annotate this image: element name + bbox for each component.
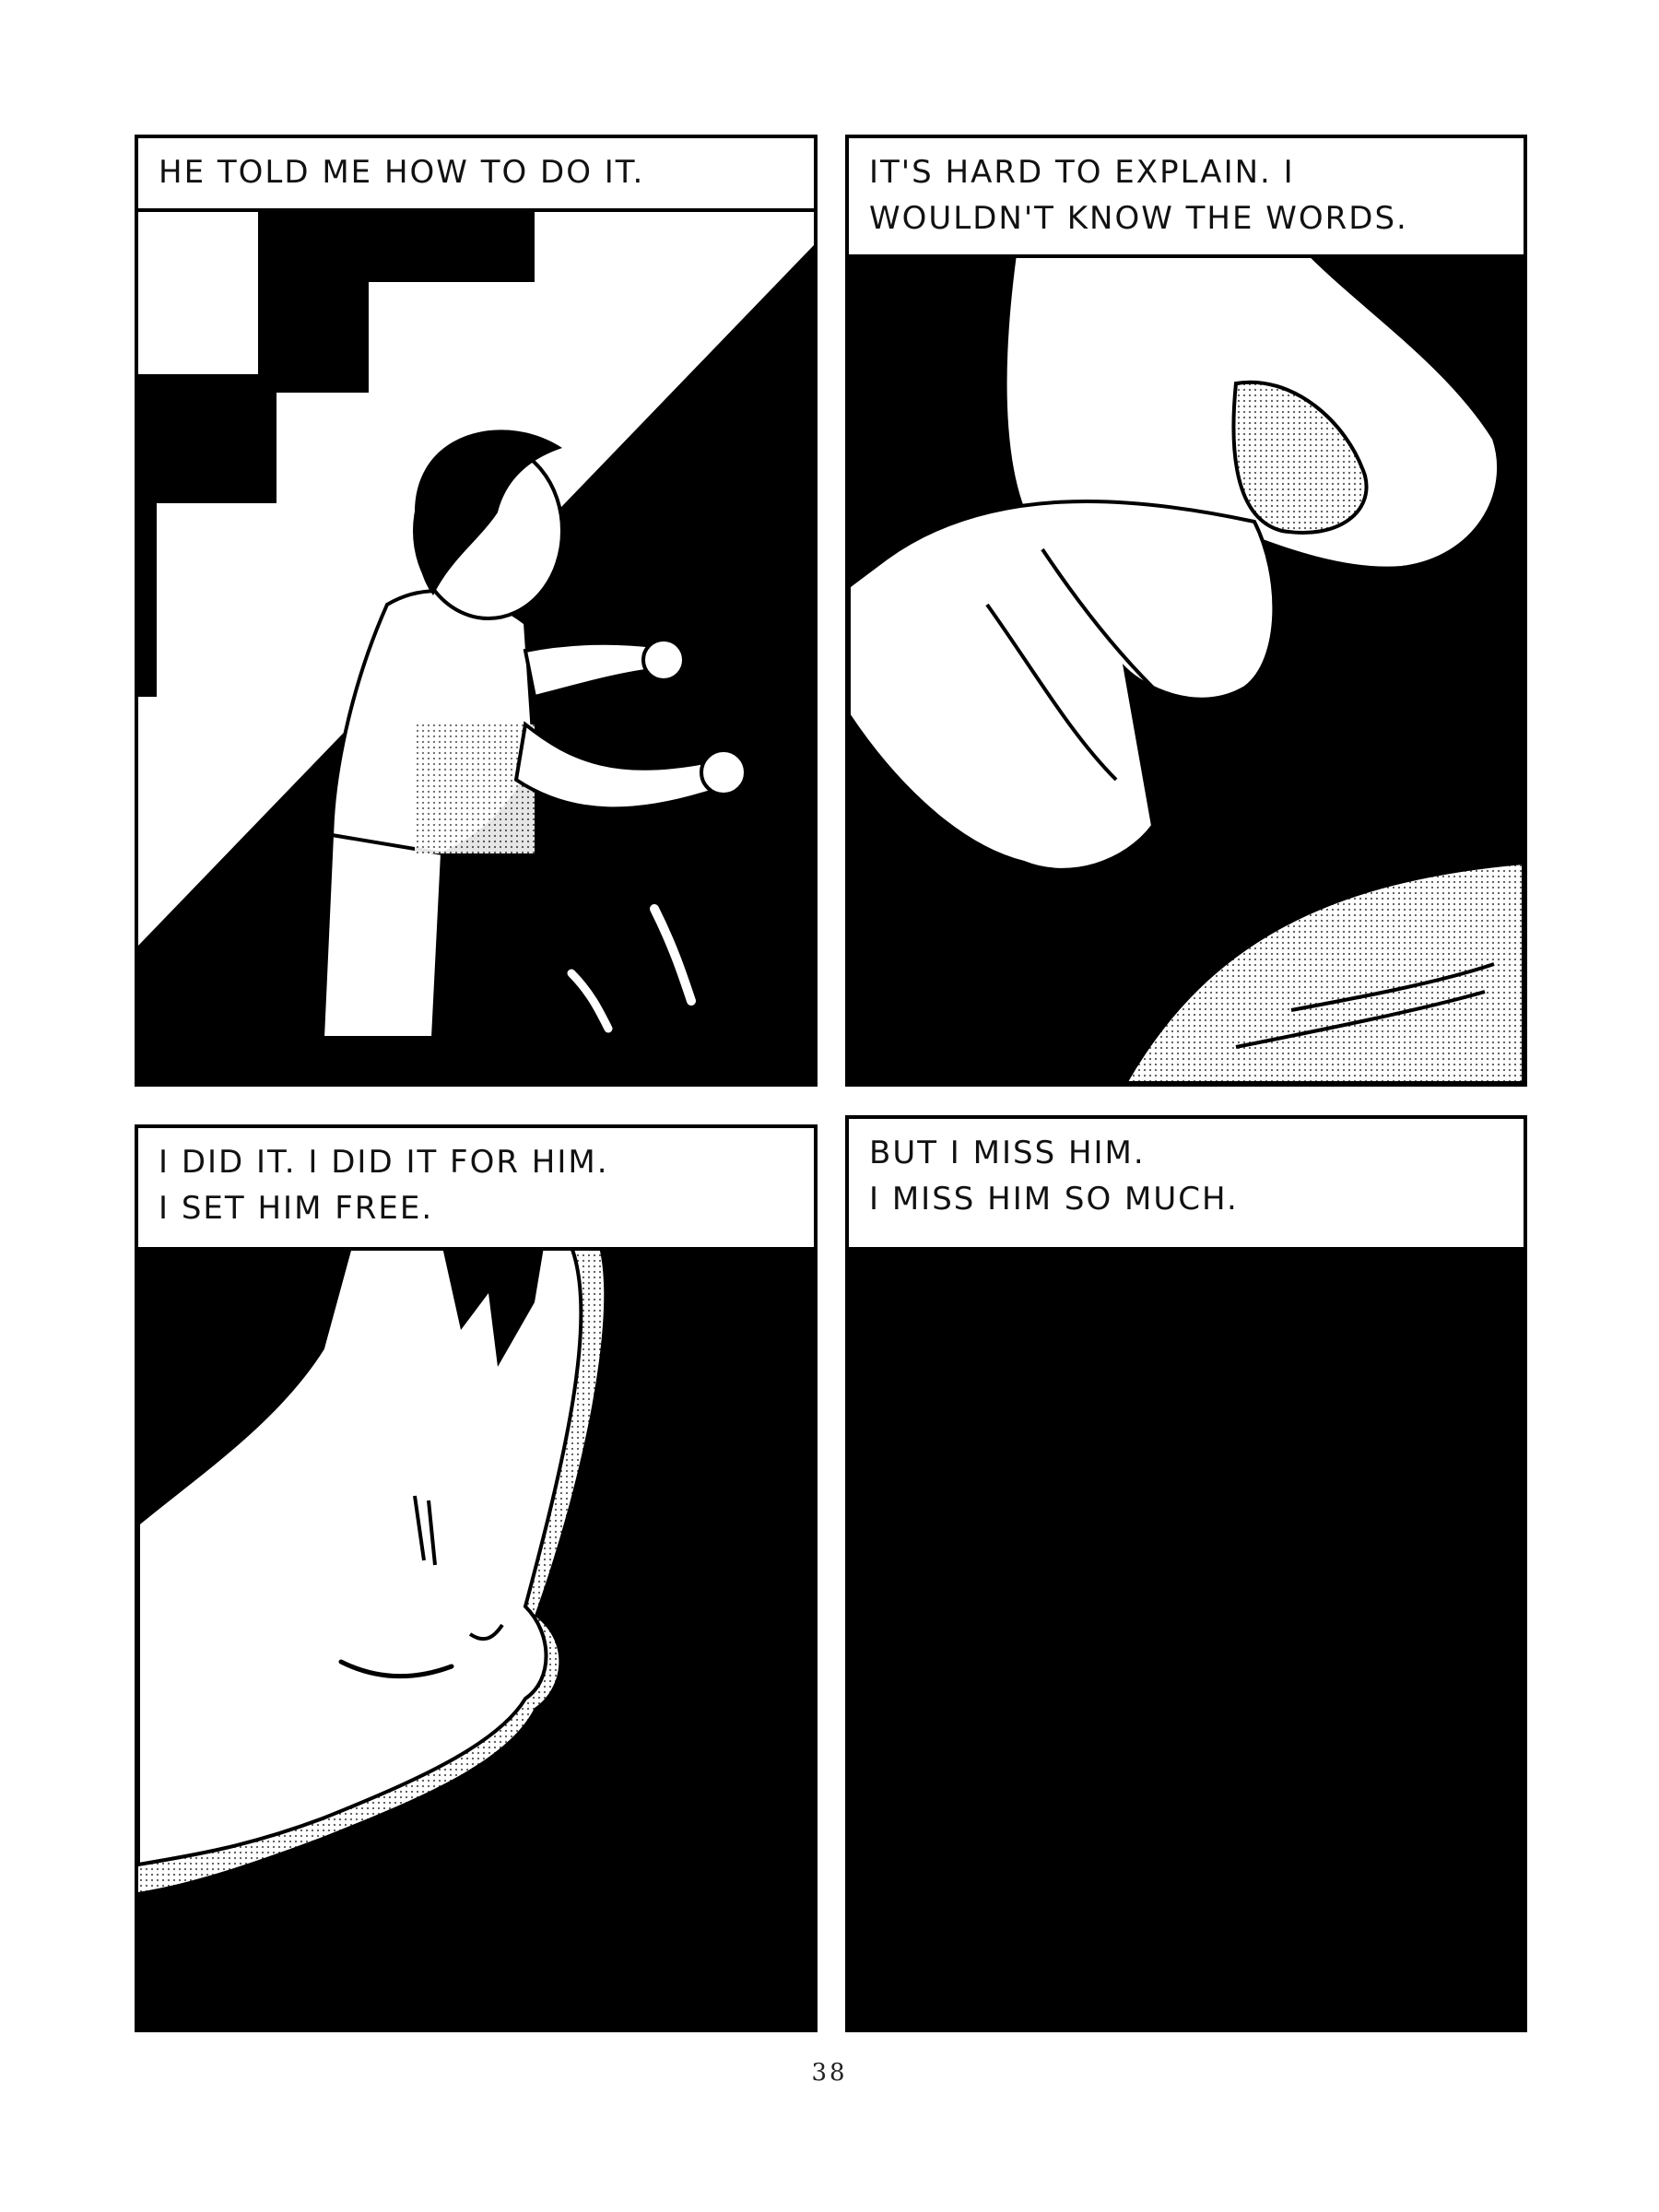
panel-4 [845, 1115, 1527, 2032]
panel-3 [135, 1124, 818, 2032]
panel-1-caption: HE TOLD ME HOW TO DO IT. [138, 138, 814, 212]
panel-2-art [849, 254, 1524, 1083]
panel-4-art [849, 1247, 1524, 2029]
hands-illustration [849, 254, 1524, 1083]
boy-on-stairs-illustration [138, 208, 814, 1083]
panel-1 [135, 135, 818, 1087]
panel-2-caption: IT'S HARD TO EXPLAIN. I WOULDN'T KNOW THE WORDS. [849, 138, 1524, 258]
panel-3-art [138, 1247, 814, 2029]
panel-2 [845, 135, 1527, 1087]
panel-4-caption: BUT I MISS HIM. I MISS HIM SO MUCH. [849, 1119, 1524, 1251]
panel-1-art [138, 208, 814, 1083]
panel-3-caption: I DID IT. I DID IT FOR HIM. I SET HIM FREE. [138, 1128, 814, 1251]
page-number: 38 [811, 2059, 848, 2087]
sleeping-face-illustration [138, 1247, 814, 2029]
black-panel-illustration [849, 1247, 1524, 2029]
